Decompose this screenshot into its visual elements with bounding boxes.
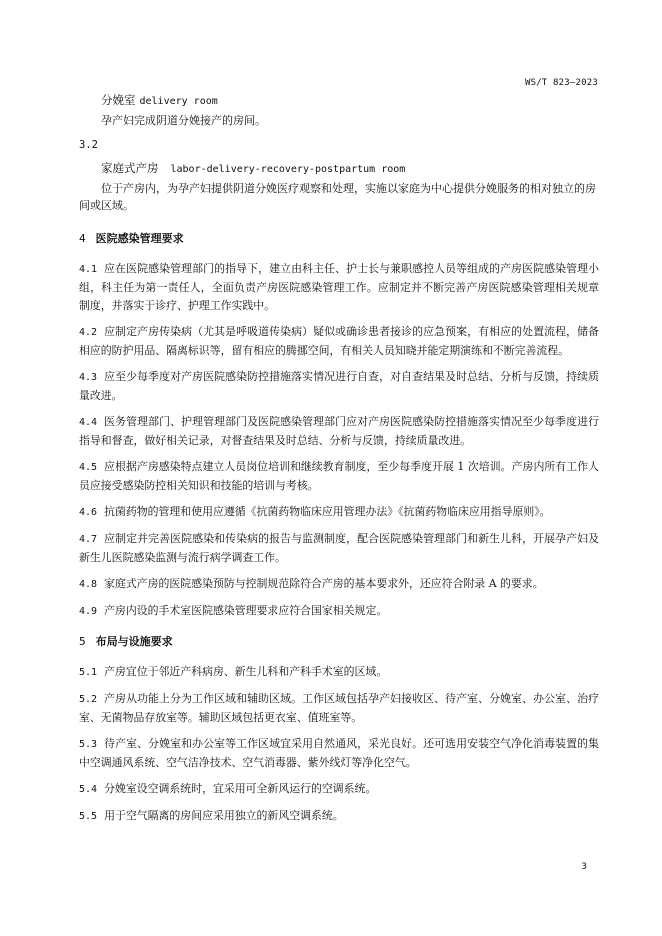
term-3-2-heading [101, 160, 599, 178]
clause-number: 4.2 [79, 327, 98, 338]
term-3-1-definition: 孕产妇完成阴道分娩接产的房间。 [101, 114, 266, 127]
clause-text: 产房内设的手术室医院感染管理要求应符合国家相关规定。 [104, 604, 388, 617]
clause-number: 5.4 [79, 784, 98, 795]
page-number: 3 [581, 862, 587, 872]
section-5-heading [79, 634, 599, 650]
clause-paragraph [79, 807, 599, 826]
clause-paragraph [79, 260, 599, 315]
clause-number: 4.1 [79, 264, 98, 275]
section-5-number: 5 [79, 635, 86, 648]
clause-text: 用于空气隔离的房间应采用独立的新风空调系统。 [104, 809, 344, 822]
section-5-title: 布局与设施要求 [95, 635, 173, 648]
clause-text: 产房宜位于邻近产科病房、新生儿科和产科手术室的区域。 [104, 665, 388, 678]
clause-paragraph [79, 503, 599, 522]
document-body [79, 92, 599, 826]
clause-paragraph [79, 368, 599, 405]
term-3-1-heading [101, 92, 599, 110]
clause-number: 5.1 [79, 667, 98, 678]
clause-text: 医务管理部门、护理管理部门及医院感染管理部门应对产房医院感染防控措施落实情况至少每季度进行指导和督查，做好相关记录，对督查结果及时总结、分析与反馈，持续质量改进。 [79, 415, 599, 447]
clause-paragraph [79, 602, 599, 621]
clause-number: 5.5 [79, 811, 98, 822]
clause-paragraph [79, 663, 599, 682]
clause-paragraph [79, 323, 599, 360]
clause-text: 应制定产房传染病（尤其是呼吸道传染病）疑似或确诊患者接诊的应急预案，有相应的处置流程，储备相应的防护用品、隔离标识等，留有相应的腾挪空间，有相关人员知晓并能定期演练和不断完善流程。 [79, 325, 599, 357]
term-3-2-definition: 位于产房内，为孕产妇提供阴道分娩医疗观察和处理，实施以家庭为中心提供分娩服务的相对独立的房间或区域。 [79, 182, 596, 212]
clause-text: 家庭式产房的医院感染预防与控制规范除符合产房的基本要求外，还应符合附录 A 的要求。 [104, 577, 544, 590]
clause-text: 应制定并完善医院感染和传染病的报告与监测制度，配合医院感染管理部门和新生儿科，开展孕产妇及新生儿医院感染监测与流行病学调查工作。 [79, 532, 599, 564]
clause-number: 4.5 [79, 462, 98, 473]
clause-paragraph [79, 458, 599, 495]
section-4-paragraphs [79, 260, 599, 621]
clause-number: 4.9 [79, 606, 98, 617]
clause-number: 4.4 [79, 417, 98, 428]
term-3-1-title-zh: 分娩室 [101, 93, 136, 107]
term-3-2-title-zh: 家庭式产房 [101, 161, 159, 175]
clause-text: 应根据产房感染特点建立人员岗位培训和继续教育制度，至少每季度开展 1 次培训。产房内所有工作人员应接受感染防控相关知识和技能的培训与考核。 [79, 460, 599, 492]
section-4-heading [79, 231, 599, 247]
clause-text: 应在医院感染管理部门的指导下，建立由科主任、护士长与兼职感控人员等组成的产房医院感染管理小组，科主任为第一责任人，全面负责产房医院感染管理工作。应制定并不断完善产房医院感染管理相关规章制度，并落实于诊疗、护理工作实践中。 [79, 262, 599, 312]
clause-paragraph [79, 690, 599, 727]
term-3-1-title-en: delivery room [139, 96, 218, 107]
clause-text: 应至少每季度对产房医院感染防控措施落实情况进行自查，对自查结果及时总结、分析与反馈，持续质量改进。 [79, 370, 599, 402]
section-4-number: 4 [79, 232, 86, 245]
clause-text: 分娩室设空调系统时，宜采用可全新风运行的空调系统。 [104, 782, 377, 795]
clause-number: 4.3 [79, 372, 98, 383]
clause-number: 4.6 [79, 507, 98, 518]
clause-paragraph [79, 413, 599, 450]
clause-number: 4.8 [79, 579, 98, 590]
section-4-title: 医院感染管理要求 [95, 232, 184, 245]
clause-paragraph [79, 530, 599, 567]
clause-paragraph [79, 780, 599, 799]
clause-text: 抗菌药物的管理和使用应遵循《抗菌药物临床应用管理办法》《抗菌药物临床应用指导原则》。 [104, 505, 551, 518]
clause-number: 4.7 [79, 534, 98, 545]
clause-number: 5.3 [79, 739, 98, 750]
clause-text: 待产室、分娩室和办公室等工作区域宜采用自然通风，采光良好。还可选用安装空气净化消毒装置的集中空调通风系统、空气洁净技术、空气消毒器、紫外线灯等净化空气。 [79, 737, 599, 769]
section-5-paragraphs [79, 663, 599, 826]
clause-paragraph [79, 575, 599, 594]
clause-text: 产房从功能上分为工作区域和辅助区域。工作区域包括孕产妇接收区、待产室、分娩室、办公室、治疗室、无菌物品存放室等。辅助区域包括更衣室、值班室等。 [79, 692, 599, 724]
standard-code: WS/T 823—2023 [524, 78, 598, 88]
term-3-2-title-en: labor-delivery-recovery-postpartum room [170, 164, 406, 175]
clause-paragraph [79, 735, 599, 772]
clause-number: 5.2 [79, 694, 98, 705]
term-3-2-number: 3.2 [79, 139, 98, 151]
